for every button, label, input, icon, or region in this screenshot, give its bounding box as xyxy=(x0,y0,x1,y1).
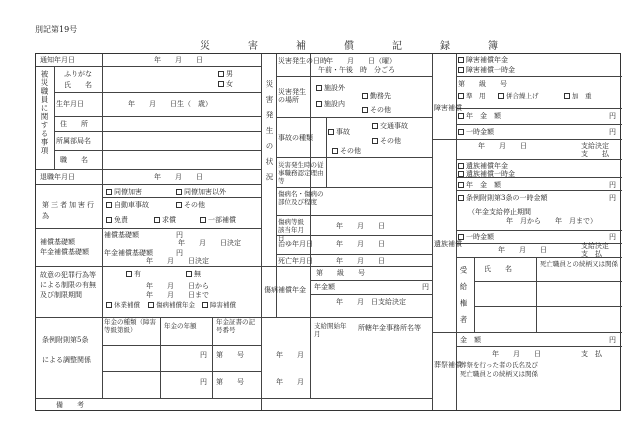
adjust-ym-1: 年 月 xyxy=(276,351,304,359)
survivor-advance-yen: 円 xyxy=(609,194,616,202)
place-work-checkbox[interactable]: 勤務先 xyxy=(362,92,391,100)
restriction-label: 故意の犯罪行為等による制限の有無及び制限期間 xyxy=(40,271,96,299)
disability-pension-checkbox[interactable]: 障害補償年金 xyxy=(458,56,508,64)
type-work-checkbox[interactable]: 事故 xyxy=(328,128,350,136)
pension-base-label: 年金補償基礎額 xyxy=(40,248,89,256)
accident-type-label: 事故の種類 xyxy=(278,134,313,142)
survivor-annual-checkbox[interactable]: 年 金 額 xyxy=(458,181,501,189)
injury-pension-label: 傷病補償年金 xyxy=(264,286,306,294)
adjust-ym-2: 年 月 xyxy=(276,378,304,386)
cure-date-value: 年 月 日 xyxy=(336,240,385,248)
opt-aggravated-checkbox[interactable]: 加 重 xyxy=(564,92,592,100)
page-title: 災 害 補 償 記 録 簿 xyxy=(200,41,512,52)
disability-label: 障害補償 xyxy=(434,104,462,112)
adjust-no-1: 第 号 xyxy=(216,351,244,359)
base-salary-label: 補償基礎額 xyxy=(40,238,75,246)
other-checkbox[interactable]: その他 xyxy=(176,201,205,209)
birth-label: 生年月日 xyxy=(56,100,84,108)
retire-value: 年 月 日 xyxy=(154,173,203,181)
adjust-label-1: 条例附則第5条 xyxy=(42,336,89,344)
retire-label: 退職年月日 xyxy=(40,173,75,181)
funeral-yen: 円 xyxy=(609,336,616,344)
col-pension-kind: 年金の種類（障害等級第級） xyxy=(104,318,156,334)
survivor-advance-checkbox[interactable]: 条例附則第3条の一時金額 xyxy=(458,194,547,202)
stop-period-title: （年金支給停止期間 xyxy=(468,208,531,216)
injury-pension-yen: 円 xyxy=(422,283,429,291)
col-office: 所轄年金事務所名等 xyxy=(358,324,421,332)
birth-value: 年 月 日生（ 歳） xyxy=(128,100,212,108)
col-pension-amount: 年金の年額 xyxy=(164,322,197,330)
survivor-date: 年 月 日 xyxy=(498,246,547,254)
duty-label: 災害発生時の従事職務認定理由等 xyxy=(278,161,324,185)
disability-decided: 支給決定 xyxy=(581,142,609,150)
restriction-from: 年 月 日から xyxy=(146,282,209,290)
survivor-paid: 支 払 xyxy=(581,250,602,258)
notice-date-value: 年 月 日 xyxy=(154,56,203,64)
disability-date: 年 月 日 xyxy=(478,142,527,150)
opt-single-checkbox[interactable]: 準 用 xyxy=(458,92,486,100)
funeral-amount-label: 金 額 xyxy=(460,336,481,344)
exempt-checkbox[interactable]: 免責 xyxy=(106,216,128,224)
death-date-value: 年 月 日 xyxy=(336,257,385,265)
cure-date-label: 治ゆ年月日 xyxy=(278,240,313,248)
datetime-value: 年 月 日（曜） xyxy=(326,57,396,65)
third-party-label: 第三者加害行為 xyxy=(42,201,96,220)
disability-paid: 支 払 xyxy=(581,150,609,158)
recipient-label: 受給権者 xyxy=(459,266,468,332)
adjust-yen-2: 円 xyxy=(200,378,207,386)
injury-pension-decided: 年 月 日支給決定 xyxy=(336,298,406,306)
pension-amount-label: 年金補償基礎額 xyxy=(104,249,153,257)
address-label: 住 所 xyxy=(60,120,88,128)
type-other2-checkbox[interactable]: その他 xyxy=(332,147,361,155)
disability-annual-checkbox[interactable]: 年 金 額 xyxy=(458,112,501,120)
funeral-performer: 葬祭を行った者の氏名及び死亡職員との続柄又は関係 xyxy=(460,361,538,378)
funeral-label: 葬祭補償 xyxy=(434,361,462,369)
injury-pension-checkbox[interactable]: 傷病補償年金 xyxy=(148,301,195,309)
female-checkbox[interactable]: 女 xyxy=(218,80,233,88)
survivor-decided: 支給決定 xyxy=(581,242,609,250)
record-form xyxy=(35,53,621,411)
name-label: 氏 名 xyxy=(64,81,92,89)
claim-checkbox[interactable]: 求償 xyxy=(154,216,176,224)
recipient-name-col: 氏 名 xyxy=(484,265,512,273)
disability-lump-checkbox[interactable]: 障害補償一時金 xyxy=(458,66,515,74)
funeral-date: 年 月 日 xyxy=(492,350,541,358)
col-start: 支給開始年月 xyxy=(314,322,347,338)
department-label: 所属部局名 xyxy=(56,137,91,145)
survivor-lump-yen: 円 xyxy=(609,233,616,241)
base-amount-yen: 円 xyxy=(176,231,183,239)
adjust-label-2: による調整関係 xyxy=(42,356,91,364)
datetime-time: 午前・午後 時 分ごろ xyxy=(318,66,395,74)
base-amount-label: 補償基礎額 xyxy=(104,231,139,239)
restriction-to: 年 月 日まで xyxy=(146,291,209,299)
place-in-checkbox[interactable]: 施設内 xyxy=(316,100,345,108)
auto-accident-checkbox[interactable]: 自動車事故 xyxy=(106,201,149,209)
survivor-pension-checkbox[interactable]: 遺族補償年金 xyxy=(458,162,508,170)
victim-vertical-label: 被災職員に関する事項 xyxy=(40,70,49,155)
survivor-annual-yen: 円 xyxy=(609,181,616,189)
adjust-yen-1: 円 xyxy=(200,351,207,359)
leave-comp-checkbox[interactable]: 休業補償 xyxy=(106,301,140,309)
grade-date-value: 年 月 日 xyxy=(336,222,385,230)
type-traffic-checkbox[interactable]: 交通事故 xyxy=(372,122,408,130)
pension-amount-yen: 円 xyxy=(176,249,183,257)
disability-comp-checkbox[interactable]: 障害補償 xyxy=(202,301,236,309)
survivor-label: 遺族補償 xyxy=(434,240,462,248)
injury-pension-amount-label: 年金額 xyxy=(314,283,335,291)
notice-date-label: 通知年月日 xyxy=(40,56,75,64)
situation-vertical-label: 災害発生の状況 xyxy=(265,80,274,189)
other-car-checkbox[interactable]: 同僚加害以外 xyxy=(176,188,226,196)
form-number: 別記第19号 xyxy=(35,25,78,34)
place-out-checkbox[interactable]: 施設外 xyxy=(316,84,345,92)
survivor-lump-checkbox[interactable]: 遺族補償一時金 xyxy=(458,170,515,178)
col-certificate: 年金証書の記号番号 xyxy=(216,318,255,334)
restriction-no-checkbox[interactable]: 無 xyxy=(186,270,201,278)
datetime-label: 災害発生の日時 xyxy=(278,57,327,65)
adjust-no-2: 第 号 xyxy=(216,378,244,386)
same-car-checkbox[interactable]: 同僚加害 xyxy=(106,188,142,196)
restriction-yes-checkbox[interactable]: 有 xyxy=(126,270,141,278)
recipient-relation-col: 死亡職員との続柄又は関係 xyxy=(540,260,618,268)
male-checkbox[interactable]: 男 xyxy=(218,70,233,78)
death-date-label: 死亡年月日 xyxy=(278,257,313,265)
place-other-checkbox[interactable]: その他 xyxy=(362,106,391,114)
disability-annual-yen: 円 xyxy=(609,112,616,120)
disability-lump-yen: 円 xyxy=(609,128,616,136)
partial-checkbox[interactable]: 一部補償 xyxy=(200,216,236,224)
pension-decided: 年 月 日決定 xyxy=(146,257,209,265)
disability-grade: 第 級 号 xyxy=(458,80,507,88)
job-label: 職 名 xyxy=(60,156,88,164)
disability-lump-sum-checkbox[interactable]: 一時金額 xyxy=(458,128,494,136)
remarks-label: 備 考 xyxy=(56,401,84,409)
base-decided: 年 月 日決定 xyxy=(178,239,241,247)
place-label: 災害発生の場所 xyxy=(278,88,306,104)
grade-date-label: 傷病等級該当年月日 xyxy=(278,218,304,242)
opt-combined-checkbox[interactable]: 併合繰上げ xyxy=(498,92,539,100)
type-other-checkbox[interactable]: その他 xyxy=(372,137,401,145)
funeral-paid: 支 払 xyxy=(581,350,602,358)
furigana-label: ふりがな xyxy=(64,70,92,78)
injury-grade: 第 級 号 xyxy=(316,269,365,277)
survivor-lump-sum-checkbox[interactable]: 一時金額 xyxy=(458,233,494,241)
injury-label: 傷病名・傷病の部位及び程度 xyxy=(278,190,324,206)
stop-period-range: 年 月から 年 月まで） xyxy=(506,217,597,225)
